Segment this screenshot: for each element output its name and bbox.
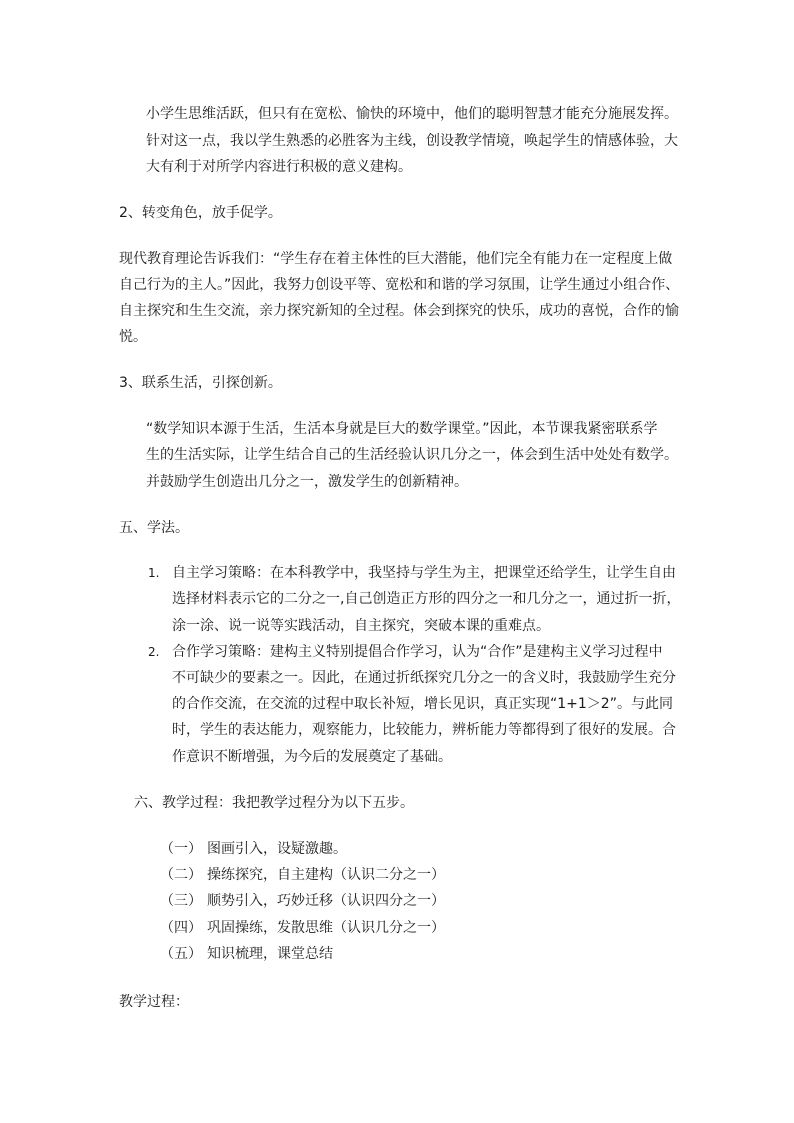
step-label: （五） [160, 946, 202, 962]
list-item-line: 不可缺少的要素之一。因此，在通过折纸探究几分之一的含义时，我鼓励学生充分 [172, 670, 676, 686]
section-heading: 六、教学过程：我把教学过程分为以下五步。 [134, 795, 414, 811]
list-item-line: 时，学生的表达能力，观察能力，比较能力，辨析能力等都得到了很好的发展。合 [172, 722, 676, 738]
list-item-line: 涂一涂、说一说等实践活动，自主探究，突破本课的重难点。 [172, 618, 550, 634]
step-text: 操练探究，自主建构（认识二分之一） [207, 867, 445, 883]
section-heading: 3、联系生活，引探创新。 [119, 375, 282, 391]
step-text: 知识梳理，课堂总结 [207, 946, 333, 962]
list-number: 2. [148, 645, 160, 659]
step-label: （四） [160, 920, 202, 936]
paragraph-line: 悦。 [119, 329, 147, 345]
list-item-line: 自主学习策略：在本科教学中，我坚持与学生为主，把课堂还给学生，让学生自由 [172, 565, 676, 581]
paragraph-line: 自主探究和生生交流，亲力探究新知的全过程。体会到探究的快乐，成功的喜悦，合作的愉 [119, 303, 679, 319]
closing-heading: 教学过程： [119, 994, 189, 1010]
step-label: （二） [160, 867, 202, 883]
step-text: 巩固操练，发散思维（认识几分之一） [207, 920, 445, 936]
list-number: 1. [148, 566, 160, 580]
paragraph-line: 小学生思维活跃，但只有在宽松、愉快的环境中，他们的聪明智慧才能充分施展发挥。 [146, 106, 678, 122]
paragraph-line: 大有利于对所学内容进行积极的意义建构。 [146, 159, 412, 175]
section-heading: 2、转变角色，放手促学。 [119, 205, 282, 221]
paragraph-line: 自己行为的主人。”因此，我努力创设平等、宽松和和谐的学习氛围，让学生通过小组合作、 [119, 277, 680, 293]
list-item-line: 的合作交流，在交流的过程中取长补短，增长见识，真正实现“1+1＞2”。与此同 [172, 696, 673, 712]
section-heading: 五、学法。 [119, 520, 189, 536]
list-item-line: 合作学习策略：建构主义特别提倡合作学习，认为“合作”是建构主义学习过程中 [172, 644, 663, 660]
paragraph-line: 现代教育理论告诉我们：“学生存在着主体性的巨大潜能，他们完全有能力在一定程度上做 [119, 251, 673, 267]
paragraph-line: 并鼓励学生创造出几分之一，激发学生的创新精神。 [146, 474, 468, 490]
step-text: 顺势引入，巧妙迁移（认识四分之一） [207, 893, 445, 909]
list-item-line: 选择材料表示它的二分之一,自己创造正方形的四分之一和几分之一，通过折一折， [172, 591, 681, 607]
step-label: （一） [160, 841, 202, 857]
paragraph-line: 生的生活实际，让学生结合自己的生活经验认识几分之一，体会到生活中处处有数学。 [146, 447, 678, 463]
paragraph-line: “数学知识本源于生活，生活本身就是巨大的数学课堂。”因此，本节课我紧密联系学 [146, 421, 658, 437]
list-item-line: 作意识不断增强，为今后的发展奠定了基础。 [172, 749, 452, 765]
paragraph-line: 针对这一点，我以学生熟悉的必胜客为主线，创设教学情境，唤起学生的情感体验，大 [146, 133, 678, 149]
step-label: （三） [160, 893, 202, 909]
step-text: 图画引入，设疑激趣。 [207, 841, 347, 857]
